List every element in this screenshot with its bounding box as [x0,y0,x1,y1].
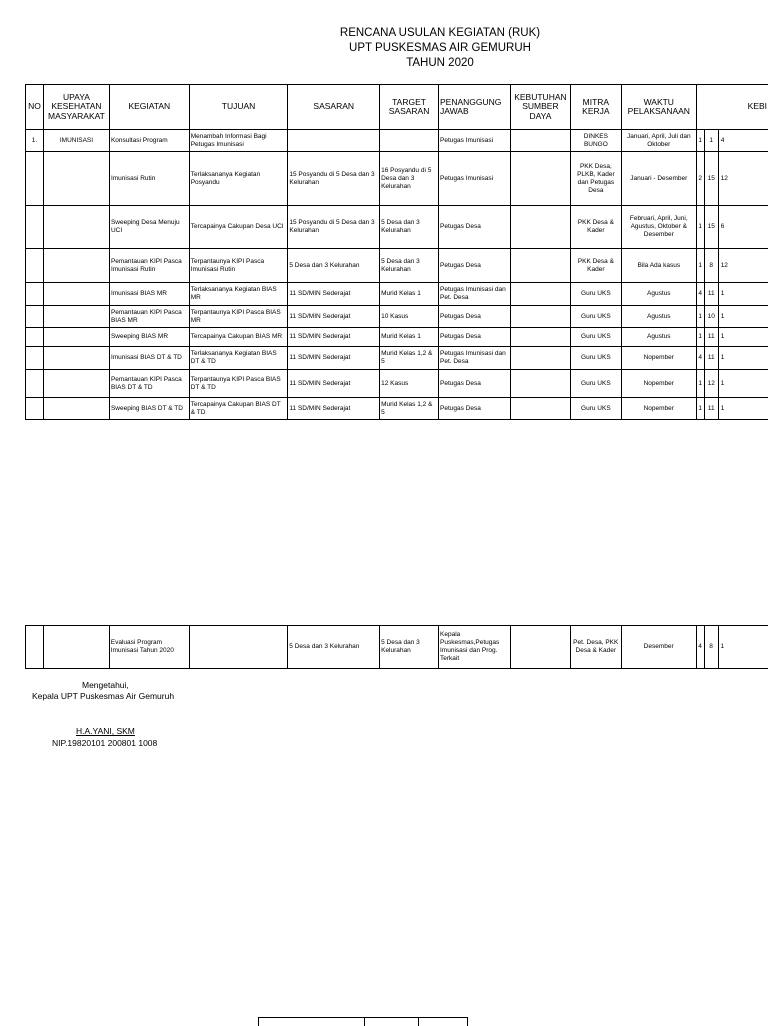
cell-kegiatan: Sweeping Desa Menuju UCI [109,206,189,249]
cell-kegiatan: Sweeping BIAS MR [109,328,189,347]
cell-penanggung-jawab: Petugas Desa [439,328,511,347]
cell-tujuan: Terpantaunya KIPI Pasca Imunisasi Rutin [189,249,288,283]
cell-frequency: 1 [718,398,768,420]
cell-sasaran: 15 Posyandu di 5 Desa dan 3 Kelurahan [288,206,380,249]
cell-waktu: Agustus [621,328,696,347]
cell-waktu: Februari, April, Juni, Agustus, Oktober & Desember [621,206,696,249]
cell-no [26,306,44,328]
cell-tujuan: Terlaksananya Kegiatan BIAS DT & TD [189,347,288,370]
cell-target [380,130,439,152]
cell-waktu: Bila Ada kasus [621,249,696,283]
table-row [26,130,768,152]
cell-mitra: DINKES BUNGO [570,130,621,152]
table-row [26,370,768,398]
cell-kegiatan: Imunisasi Rutin [109,152,189,206]
cell-kegiatan: Evaluasi Program Imunisasi Tahun 2020 [109,626,189,669]
cell-upaya [43,370,109,398]
cell-kebutuhan [510,152,570,206]
cell-target: 5 Desa dan 3 Kelurahan [380,626,439,669]
cell-tujuan: Tercapainya Cakupan Desa UCI [189,206,288,249]
cell-upaya: IMUNISASI [43,130,109,152]
table-row [26,206,768,249]
cell-frequency: 1 [718,306,768,328]
cell-no [26,249,44,283]
cell-sasaran: 11 SD/MIN Sederajat [288,306,380,328]
cell-waktu: Januari, April, Juli dan Oktober [621,130,696,152]
cell-quantity: 10 [704,306,718,328]
cell-penanggung-jawab: Petugas Desa [439,249,511,283]
cell-kebutuhan [510,398,570,420]
cell-frequency: 12 [718,152,768,206]
cell-waktu: Agustus [621,306,696,328]
cell-no [26,347,44,370]
cell-kegiatan: Pemantauan KIPI Pasca BIAS DT & TD [109,370,189,398]
cell-tujuan: Terlaksananya Kegiatan BIAS MR [189,283,288,306]
cell-target: 5 Desa dan 3 Kelurahan [380,206,439,249]
cell-quantity: 8 [704,626,718,669]
cell-tujuan: Menambah Informasi Bagi Petugas Imunisasi [189,130,288,152]
cell-kebutuhan [510,370,570,398]
cell-month-count: 1 [696,328,704,347]
cell-kebutuhan [510,283,570,306]
col-penanggung-jawab: PENANGGUNG JAWAB [439,85,511,130]
cell-mitra: Guru UKS [570,370,621,398]
cell-tujuan: Terpantaunya KIPI Pasca BIAS DT & TD [189,370,288,398]
cell-target: Murid Kelas 1,2 & 5 [380,347,439,370]
cell-frequency: 4 [718,130,768,152]
cell-mitra: Guru UKS [570,283,621,306]
cell-month-count: 4 [696,283,704,306]
cell-kegiatan: Pemantauan KIPI Pasca Imunisasi Rutin [109,249,189,283]
cell-penanggung-jawab: Petugas Imunisasi dan Pet. Desa [439,347,511,370]
col-sasaran: SASARAN [288,85,380,130]
table-row [26,398,768,420]
table-row [26,347,768,370]
cell-kebutuhan [510,328,570,347]
col-tujuan: TUJUAN [189,85,288,130]
next-page-table-edge [258,1017,468,1026]
cell-sasaran: 5 Desa dan 3 Kelurahan [288,626,380,669]
cell-frequency: 1 [718,283,768,306]
signature-position: Kepala UPT Puskesmas Air Gemuruh [32,691,174,702]
cell-mitra: PKK Desa, PLKB, Kader dan Petugas Desa [570,152,621,206]
doc-title: RENCANA USULAN KEGIATAN (RUK) [300,26,580,41]
cell-frequency: 1 [718,626,768,669]
cell-mitra: Guru UKS [570,347,621,370]
table-row [26,306,768,328]
col-kebutuhan: KEBUTUHAN SUMBER DAYA [510,85,570,130]
cell-sasaran: 11 SD/MIN Sederajat [288,347,380,370]
cell-sasaran: 11 SD/MIN Sederajat [288,328,380,347]
cell-target: 5 Desa dan 3 Kelurahan [380,249,439,283]
ruk-table [25,84,768,420]
cell-target: 10 Kasus [380,306,439,328]
cell-penanggung-jawab: Petugas Desa [439,206,511,249]
cell-quantity: 11 [704,283,718,306]
cell-sasaran: 5 Desa dan 3 Kelurahan [288,249,380,283]
cell-target: 16 Posyandu di 5 Desa dan 3 Kelurahan [380,152,439,206]
doc-subtitle: UPT PUSKESMAS AIR GEMURUH [300,41,580,56]
cell-waktu: Nopember [621,370,696,398]
cell-penanggung-jawab: Kepala Puskesmas,Petugas Imunisasi dan Prog. Terkait [439,626,511,669]
cell-waktu: Januari - Desember [621,152,696,206]
table-row [26,152,768,206]
cell-quantity: 15 [704,152,718,206]
cell-mitra: Pet. Desa, PKK Desa & Kader [570,626,621,669]
cell-target: 12 Kasus [380,370,439,398]
cell-upaya [43,283,109,306]
cell-no [26,370,44,398]
table-row [26,626,768,669]
cell-month-count: 1 [696,306,704,328]
cell-penanggung-jawab: Petugas Desa [439,306,511,328]
cell-kebutuhan [510,626,570,669]
cell-frequency: 6 [718,206,768,249]
cell-tujuan: Terlaksananya Kegiatan Posyandu [189,152,288,206]
cell-upaya [43,306,109,328]
cell-kegiatan: Imunisasi BIAS DT & TD [109,347,189,370]
cell-kegiatan: Imunisasi BIAS MR [109,283,189,306]
cell-kebutuhan [510,206,570,249]
cell-waktu: Desember [621,626,696,669]
cell-penanggung-jawab: Petugas Desa [439,370,511,398]
cell-kebutuhan [510,347,570,370]
cell-tujuan [189,626,288,669]
col-no: NO [26,85,44,130]
cell-no [26,398,44,420]
cell-upaya [43,152,109,206]
cell-target: Murid Kelas 1,2 & 5 [380,398,439,420]
cell-upaya [43,626,109,669]
cell-penanggung-jawab: Petugas Desa [439,398,511,420]
signature-known: Mengetahui, [82,680,129,691]
cell-tujuan: Terpantaunya KIPI Pasca BIAS MR [189,306,288,328]
cell-upaya [43,206,109,249]
cell-kegiatan: Pemantauan KIPI Pasca BIAS MR [109,306,189,328]
cell-quantity: 12 [704,370,718,398]
cell-penanggung-jawab: Petugas Imunisasi [439,152,511,206]
cell-sasaran: 11 SD/MIN Sederajat [288,283,380,306]
cell-kebutuhan [510,130,570,152]
cell-mitra: PKK Desa & Kader [570,206,621,249]
cell-mitra: Guru UKS [570,398,621,420]
cell-upaya [43,328,109,347]
cell-penanggung-jawab: Petugas Imunisasi dan Pet. Desa [439,283,511,306]
cell-upaya [43,249,109,283]
cell-month-count: 4 [696,347,704,370]
cell-month-count: 1 [696,130,704,152]
cell-mitra: Guru UKS [570,328,621,347]
cell-waktu: Nopember [621,398,696,420]
cell-month-count: 1 [696,206,704,249]
cell-frequency: 12 [718,249,768,283]
col-kegiatan: KEGIATAN [109,85,189,130]
col-kebi: KEBI [696,85,768,130]
signature-name: H.A.YANI, SKM [76,726,135,737]
cell-frequency: 1 [718,328,768,347]
table-header-row [26,85,768,130]
doc-year: TAHUN 2020 [300,56,580,71]
cell-no [26,328,44,347]
cell-penanggung-jawab: Petugas Imunisasi [439,130,511,152]
cell-kegiatan: Sweeping BIAS DT & TD [109,398,189,420]
cell-target: Murid Kelas 1 [380,328,439,347]
cell-sasaran: 15 Posyandu di 5 Desa dan 3 Kelurahan [288,152,380,206]
cell-month-count: 1 [696,370,704,398]
cell-no: 1. [26,130,44,152]
table-row [26,283,768,306]
cell-upaya [43,398,109,420]
cell-upaya [43,347,109,370]
cell-kebutuhan [510,249,570,283]
col-upaya: UPAYA KESEHATAN MASYARAKAT [43,85,109,130]
cell-target: Murid Kelas 1 [380,283,439,306]
cell-waktu: Agustus [621,283,696,306]
col-target: TARGET SASARAN [380,85,439,130]
cell-kebutuhan [510,306,570,328]
cell-mitra: Guru UKS [570,306,621,328]
cell-no [26,206,44,249]
col-waktu: WAKTU PELAKSANAAN [621,85,696,130]
cell-no [26,626,44,669]
cell-mitra: PKK Desa & Kader [570,249,621,283]
cell-no [26,152,44,206]
cell-sasaran: 11 SD/MIN Sederajat [288,398,380,420]
evaluation-table [25,625,768,669]
signature-nip: NIP.19820101 200801 1008 [52,738,157,749]
cell-frequency: 1 [718,370,768,398]
cell-month-count: 1 [696,398,704,420]
cell-frequency: 1 [718,347,768,370]
cell-month-count: 4 [696,626,704,669]
cell-sasaran: 11 SD/MIN Sederajat [288,370,380,398]
table-row [26,249,768,283]
cell-quantity: 15 [704,206,718,249]
cell-no [26,283,44,306]
cell-quantity: 11 [704,347,718,370]
cell-tujuan: Tercapainya Cakupan BIAS DT & TD [189,398,288,420]
cell-sasaran [288,130,380,152]
cell-month-count: 2 [696,152,704,206]
cell-kegiatan: Konsultasi Program [109,130,189,152]
col-mitra: MITRA KERJA [570,85,621,130]
cell-quantity: 1 [704,130,718,152]
cell-quantity: 11 [704,398,718,420]
cell-tujuan: Tercapainya Cakupan BIAS MR [189,328,288,347]
cell-quantity: 11 [704,328,718,347]
cell-quantity: 8 [704,249,718,283]
cell-month-count: 1 [696,249,704,283]
cell-waktu: Nopember [621,347,696,370]
table-row [26,328,768,347]
